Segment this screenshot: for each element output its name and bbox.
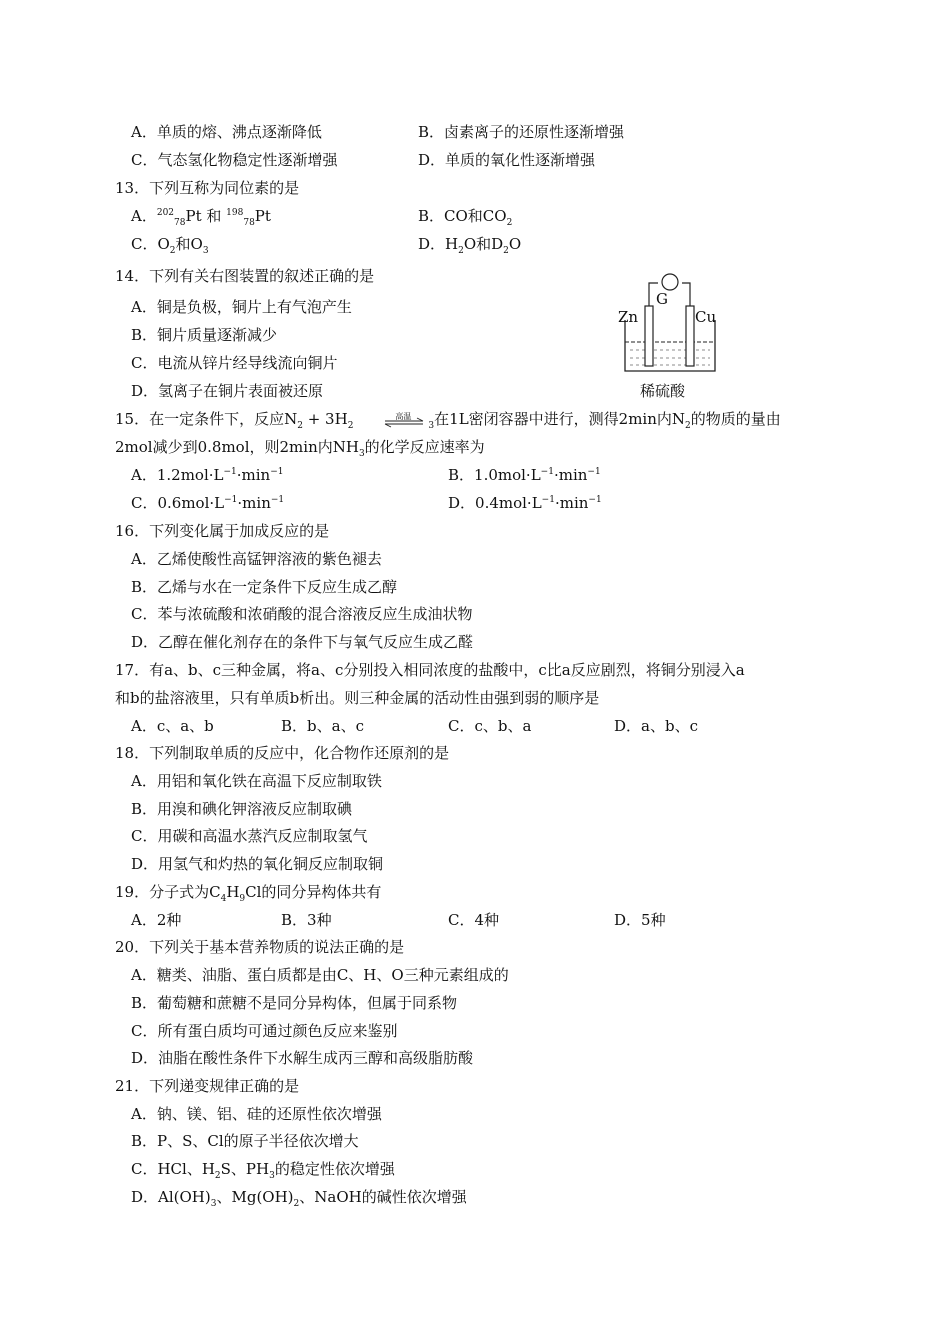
q12-option-c: C．气态氢化物稳定性逐渐增强 <box>131 151 338 169</box>
q16-option-c: C．苯与浓硫酸和浓硝酸的混合溶液反应生成油状物 <box>131 605 473 623</box>
q13-stem: 13．下列互称为同位素的是 <box>115 179 300 197</box>
q15-option-a: A．$1.2mol\cdot L^{-1}\cdot\min^{-1}$ <box>131 466 284 484</box>
q21-option-a: A．钠、镁、铝、硅的还原性依次增强 <box>131 1105 382 1123</box>
q14-option-c: C．电流从锌片经导线流向铜片 <box>131 354 338 372</box>
q19-option-b: B．3种 <box>281 911 332 929</box>
q12-option-a: A．单质的熔、沸点逐渐降低 <box>131 123 322 141</box>
q13-option-a: A．$^{202}_{78}$Pt 和 $^{198}_{78}$Pt <box>131 207 271 228</box>
q20-stem: 20．下列关于基本营养物质的说法正确的是 <box>115 938 405 956</box>
q15-option-c: C．$0.6mol\cdot L^{-1}\cdot\min^{-1}$ <box>131 494 285 512</box>
q17-stem-line2: 和b的盐溶液里，只有单质b析出。则三种金属的活动性由强到弱的顺序是 <box>115 689 600 707</box>
acid-label: 稀硫酸 <box>640 382 686 400</box>
q12-option-b: B．卤素离子的还原性逐渐增强 <box>418 123 625 141</box>
q19-stem: 19．分子式为$C_4H_9Cl$的同分异构体共有 <box>115 883 382 904</box>
q19-option-c: C．4种 <box>448 911 500 929</box>
q19-option-a: A．2种 <box>131 911 182 929</box>
q12-option-d: D．单质的氧化性逐渐增强 <box>418 151 596 169</box>
beaker-icon <box>625 320 715 371</box>
q21-option-b: B．P、S、Cl的原子半径依次增大 <box>131 1132 359 1150</box>
q19-option-d: D．5种 <box>614 911 666 929</box>
q15-option-d: D．$0.4mol\cdot L^{-1}\cdot\min^{-1}$ <box>448 494 602 512</box>
zn-label: Zn <box>618 308 639 326</box>
q14-option-d: D．氢离子在铜片表面被还原 <box>131 382 324 400</box>
arrow-condition-label: 高温 <box>395 412 412 421</box>
reversible-arrow <box>353 409 428 429</box>
galvanometer-label: G <box>656 290 668 308</box>
q16-option-a: A．乙烯使酸性高锰钾溶液的紫色褪去 <box>131 550 382 568</box>
galvanometer-icon <box>662 274 678 290</box>
zinc-electrode <box>645 306 653 366</box>
q17-option-d: D．a、b、c <box>614 717 698 735</box>
q14-option-b: B．铜片质量逐渐减少 <box>131 326 278 344</box>
q21-option-c: C．HCl、$H_2S$、$PH_3$的稳定性依次增强 <box>131 1160 395 1181</box>
q21-stem: 21．下列递变规律正确的是 <box>115 1077 300 1095</box>
q13-option-b: B．CO和$CO_2$ <box>418 207 513 228</box>
q17-option-b: B．b、a、c <box>281 717 364 735</box>
q21-option-d: D．$Al(OH)_3$、$Mg(OH)_2$、NaOH的碱性依次增强 <box>131 1188 467 1209</box>
galvanic-cell-figure <box>610 268 730 403</box>
q15-option-b: B．$1.0mol\cdot L^{-1}\cdot\min^{-1}$ <box>448 466 601 484</box>
q16-option-b: B．乙烯与水在一定条件下反应生成乙醇 <box>131 578 398 596</box>
q18-option-c: C．用碳和高温水蒸汽反应制取氢气 <box>131 827 368 845</box>
q15-stem-line2: 2mol减少到0.8mol，则2min内$NH_3$的化学反应速率为 <box>115 438 485 459</box>
q18-option-d: D．用氢气和灼热的氧化铜反应制取铜 <box>131 855 384 873</box>
q14-option-a: A．铜是负极，铜片上有气泡产生 <box>131 298 352 316</box>
q13-option-c: C．$O_2$和$O_3$ <box>131 235 209 256</box>
q17-option-a: A．c、a、b <box>131 717 214 735</box>
q18-stem: 18．下列制取单质的反应中，化合物作还原剂的是 <box>115 744 450 762</box>
cu-label: Cu <box>695 308 717 326</box>
q17-option-c: C．c、b、a <box>448 717 532 735</box>
q18-option-a: A．用铝和氧化铁在高温下反应制取铁 <box>131 772 382 790</box>
q15-stem-line1: 15．在一定条件下，反应$N_2 + 3H_2$ 高温 $_3$在1L密闭容器中进行，测得2min内$N_2$的物质的量由 <box>115 409 781 429</box>
q20-option-c: C．所有蛋白质均可通过颜色反应来鉴别 <box>131 1022 398 1040</box>
q16-stem: 16．下列变化属于加成反应的是 <box>115 522 330 540</box>
q17-stem-line1: 17．有a、b、c三种金属，将a、c分别投入相同浓度的盐酸中，c比a反应剧烈，将铜分别浸入a <box>115 661 745 679</box>
q18-option-b: B．用溴和碘化钾溶液反应制取碘 <box>131 800 353 818</box>
q14-stem: 14．下列有关右图装置的叙述正确的是 <box>115 267 375 285</box>
q20-option-a: A．糖类、油脂、蛋白质都是由C、H、O三种元素组成的 <box>131 966 509 984</box>
q16-option-d: D．乙醇在催化剂存在的条件下与氧气反应生成乙醛 <box>131 633 474 651</box>
copper-electrode <box>686 306 694 366</box>
q13-option-d: D．$H_2O$和$D_2O$ <box>418 235 522 256</box>
q20-option-b: B．葡萄糖和蔗糖不是同分异构体，但属于同系物 <box>131 994 458 1012</box>
q20-option-d: D．油脂在酸性条件下水解生成丙三醇和高级脂肪酸 <box>131 1049 474 1067</box>
